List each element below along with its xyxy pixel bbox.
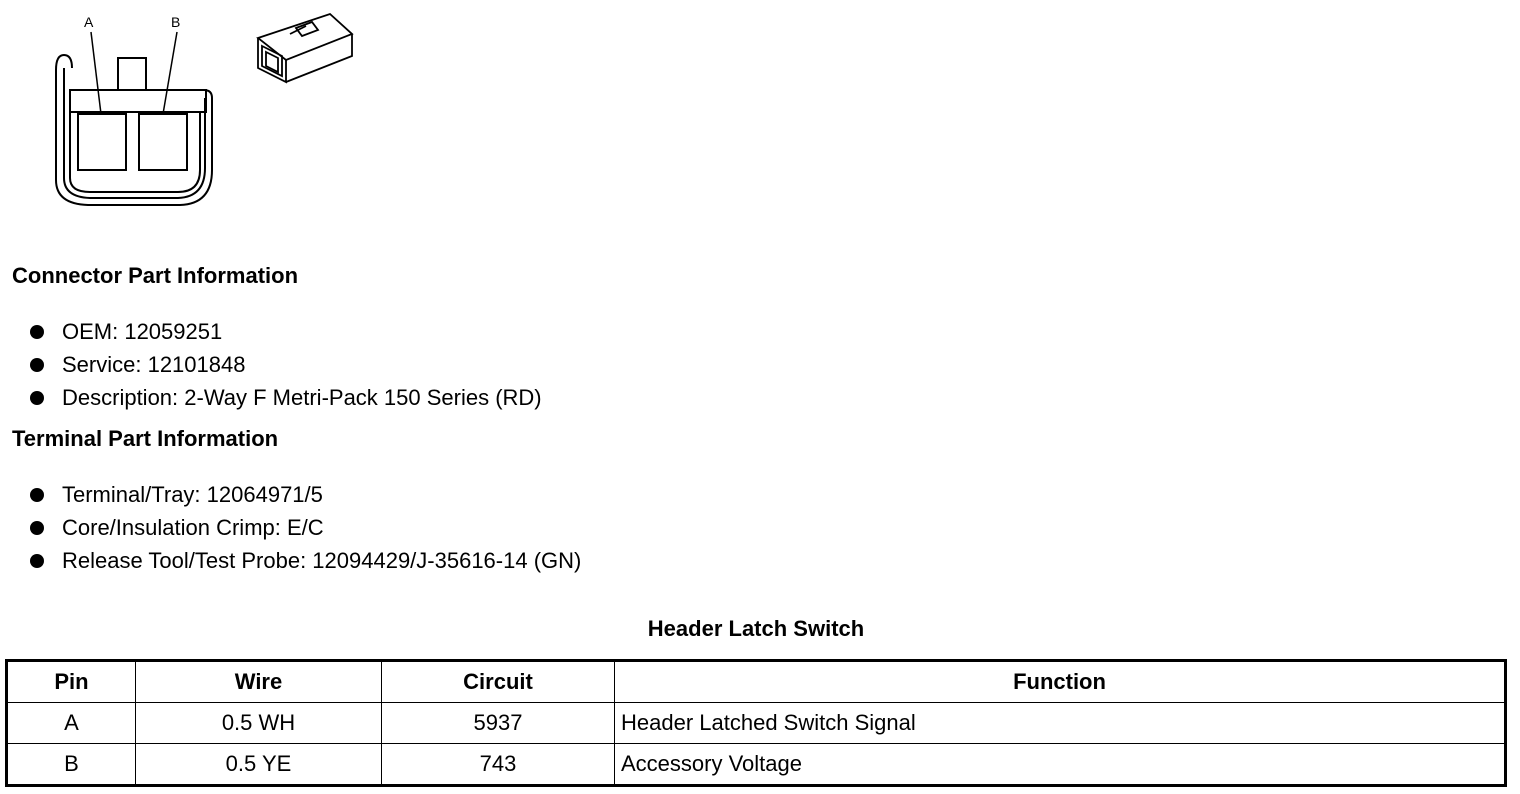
table-row — [7, 744, 1506, 786]
list-item: Core/Insulation Crimp: E/C — [30, 511, 581, 544]
pin-cell: B — [7, 744, 136, 786]
bullet-icon — [30, 554, 44, 568]
pin-cell: A — [7, 703, 136, 744]
wire-cell: 0.5 YE — [136, 744, 382, 786]
terminal-section-heading: Terminal Part Information — [12, 426, 279, 451]
connector-3d-view — [258, 14, 352, 82]
column-header-circuit: Circuit — [382, 661, 615, 703]
pin-b-label: B — [171, 14, 181, 30]
connector-section-heading: Connector Part Information — [12, 263, 299, 288]
bullet-icon — [30, 521, 44, 535]
bullet-icon — [30, 358, 44, 372]
circuit-cell: 743 — [382, 744, 615, 786]
table-row — [7, 703, 1506, 744]
table-title: Header Latch Switch — [647, 616, 865, 641]
list-item: Description: 2-Way F Metri-Pack 150 Series (RD) — [30, 381, 542, 414]
pin-a-label: A — [84, 14, 94, 30]
column-header-wire: Wire — [136, 661, 382, 703]
function-cell: Accessory Voltage — [615, 744, 1506, 786]
list-item: Service: 12101848 — [30, 348, 542, 381]
list-item: Release Tool/Test Probe: 12094429/J-35616-14 (GN) — [30, 544, 581, 577]
function-cell: Header Latched Switch Signal — [615, 703, 1506, 744]
connector-info-list — [30, 315, 542, 414]
bullet-icon — [30, 325, 44, 339]
table-header-row — [7, 661, 1506, 703]
connector-diagram — [40, 0, 380, 230]
list-item: OEM: 12059251 — [30, 315, 542, 348]
bullet-icon — [30, 488, 44, 502]
wire-cell: 0.5 WH — [136, 703, 382, 744]
list-item: Terminal/Tray: 12064971/5 — [30, 478, 581, 511]
column-header-pin: Pin — [7, 661, 136, 703]
circuit-cell: 5937 — [382, 703, 615, 744]
column-header-function: Function — [615, 661, 1506, 703]
pin-table — [5, 659, 1507, 787]
terminal-info-list — [30, 478, 581, 577]
bullet-icon — [30, 391, 44, 405]
